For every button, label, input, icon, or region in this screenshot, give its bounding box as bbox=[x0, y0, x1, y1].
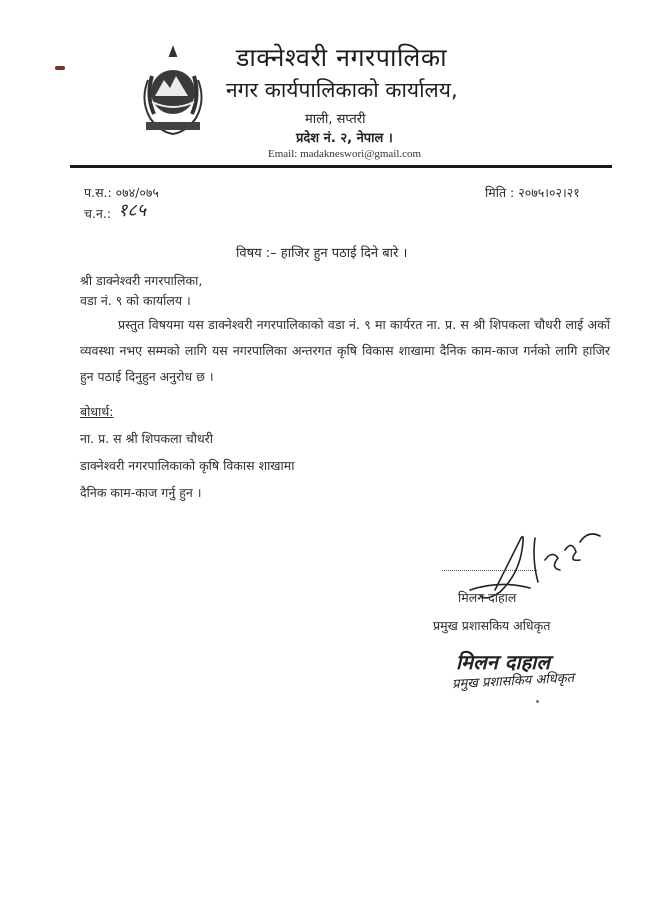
reference-number: प.स.: ०७४/०७५ bbox=[84, 185, 159, 200]
letter-body: प्रस्तुत विषयमा यस डाक्नेश्वरी नगरपालिकाको वडा नं. ९ मा कार्यरत ना. प्र. स श्री शिपकला चौधरी लाई अर्को व्यवस्था नभए सम्मको लागि यस नगरपालिका अन्तरगत कृषि विकास शाखामा दैनिक काम-काज गर्नको लागि हाजिर हुन पठाई दिनुहुन अनुरोध छ । bbox=[80, 317, 610, 384]
signatory-name: मिलन दाहाल bbox=[458, 590, 517, 605]
recipient-line-1: श्री डाक्नेश्वरी नगरपालिका, bbox=[80, 273, 203, 288]
recipient-line-2: वडा नं. ९ को कार्यालय । bbox=[80, 293, 191, 308]
cc-line-3: दैनिक काम-काज गर्नु हुन । bbox=[80, 485, 202, 500]
signature-line bbox=[442, 570, 537, 571]
email-line: Email: madakneswori@gmail.com bbox=[268, 148, 422, 160]
province-line: प्रदेश नं. २, नेपाल । bbox=[296, 131, 393, 146]
org-name: डाक्नेश्वरी नगरपालिका bbox=[236, 43, 448, 72]
emblem-logo bbox=[128, 40, 218, 140]
stamp-title: प्रमुख प्रशासकिय अधिकृत bbox=[451, 670, 575, 693]
header-divider bbox=[70, 165, 612, 168]
dispatch-number: १८५ bbox=[118, 200, 147, 221]
ink-speck bbox=[55, 66, 65, 70]
letter-date: मिति : २०७५।०२।२१ bbox=[485, 185, 580, 200]
subject-line: विषय :– हाजिर हुन पठाई दिने बारे । bbox=[236, 246, 408, 261]
dispatch-label: च.न.: bbox=[84, 206, 112, 221]
stamp-name: मिलन दाहाल bbox=[456, 650, 550, 674]
cc-line-1: ना. प्र. स श्री शिपकला चौधरी bbox=[80, 431, 214, 446]
ink-speck bbox=[536, 700, 539, 703]
office-location: माली, सप्तरी bbox=[305, 112, 366, 127]
signatory-title: प्रमुख प्रशासकिय अधिकृत bbox=[433, 618, 551, 633]
office-name: नगर कार्यपालिकाको कार्यालय, bbox=[226, 78, 458, 102]
cc-line-2: डाक्नेश्वरी नगरपालिकाको कृषि विकास शाखामा bbox=[80, 458, 295, 473]
cc-heading: बोधार्थ: bbox=[80, 404, 114, 419]
